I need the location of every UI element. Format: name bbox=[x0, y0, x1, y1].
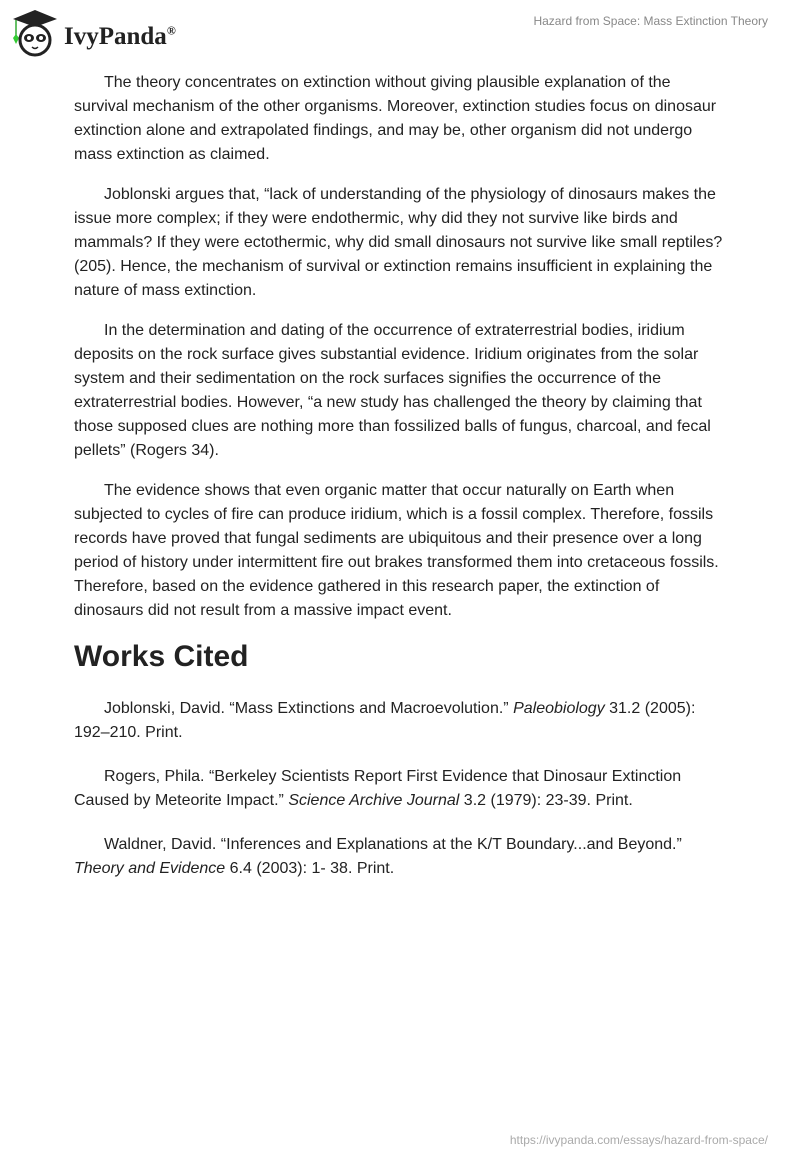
paragraph: Joblonski argues that, “lack of understanding of the physiology of dinosaurs makes the issue more complex; if they were endothermic, why did they not survive like birds and mammals? If they were ectothermic, why did small dinosaurs not survive like small reptiles? (205). Hence, the mechanism of survival or extinction remains insufficient in explaining the nature of mass extinction. bbox=[74, 186, 723, 299]
document-title: Hazard from Space: Mass Extinction Theory bbox=[533, 14, 768, 28]
paragraph: The evidence shows that even organic matter that occur naturally on Earth when subjected to cycles of fire can produce iridium, which is a fossil complex. Therefore, fossils records have proved that fungal sediments are ubiquitous and their presence over a long period of history under intermittent fire out brakes transformed them into cretaceous fossils. Therefore, based on the evidence gathered in this research paper, the extinction of dinosaurs did not result from a massive impact event. bbox=[74, 482, 719, 619]
citation: Waldner, David. “Inferences and Explanations at the K/T Boundary...and Beyond.” Theory and Evidence 6.4 (2003): 1- 38. Print. bbox=[74, 836, 682, 877]
citation: Rogers, Phila. “Berkeley Scientists Report First Evidence that Dinosaur Extinction Caused by Meteorite Impact.” Science Archive Journal 3.2 (1979): 23-39. Print. bbox=[74, 768, 682, 809]
logo-text: IvyPanda® bbox=[64, 23, 176, 50]
paragraph: The theory concentrates on extinction without giving plausible explanation of the survival mechanism of the other organisms. Moreover, extinction studies focus on dinosaur extinction alone and extrapolated findings, and may be, other organism did not undergo mass extinction as claimed. bbox=[74, 74, 717, 163]
ivypanda-logo[interactable] bbox=[12, 8, 176, 58]
source-url-link[interactable]: https://ivypanda.com/essays/hazard-from-space/ bbox=[509, 1133, 768, 1147]
panda-graduate-icon bbox=[12, 8, 58, 58]
essay-body bbox=[74, 71, 728, 901]
works-cited-heading: Works Cited bbox=[74, 640, 249, 673]
citation: Joblonski, David. “Mass Extinctions and Macroevolution.” Paleobiology 31.2 (2005): 192–210. Print. bbox=[74, 700, 696, 741]
paragraph: In the determination and dating of the occurrence of extraterrestrial bodies, iridium deposits on the rock surface gives substantial evidence. Iridium originates from the solar system and their sedimentation on the rock surfaces signifies the occurrence of the extraterrestrial bodies. However, “a new study has challenged the theory by claiming that those supposed clues are nothing more than fossilized balls of fungus, charcoal, and fecal pellets” (Rogers 34). bbox=[74, 322, 711, 459]
